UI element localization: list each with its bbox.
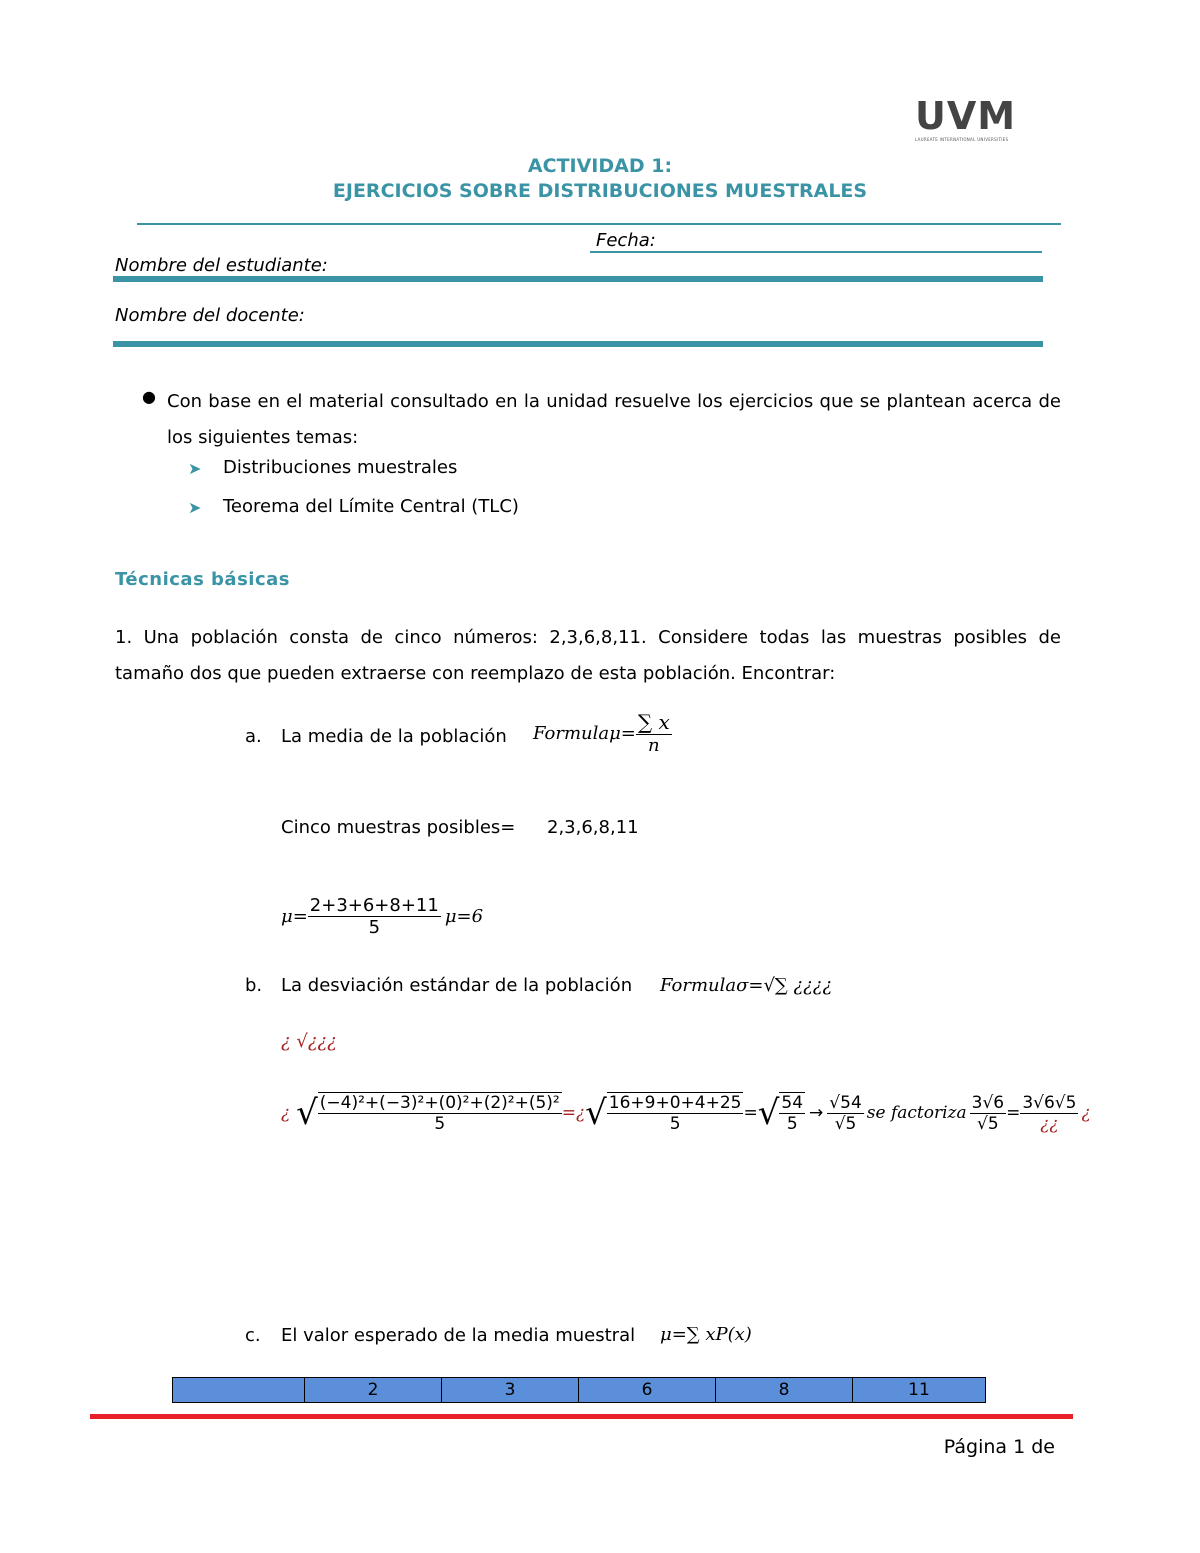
stddev-arrow: → — [809, 1103, 824, 1123]
stddev-num-4: √54 — [829, 1092, 862, 1113]
sqrt-icon: √ — [585, 1093, 607, 1133]
stddev-frac-2 — [607, 1092, 744, 1134]
teacher-label: Nombre del docente: — [115, 305, 305, 326]
stddev-num-1: (−4)²+(−3)²+(0)²+(2)²+(5)² — [319, 1093, 560, 1113]
table-cell — [173, 1378, 305, 1403]
stddev-frac-3 — [779, 1092, 805, 1134]
mean-result: μ=6 — [444, 905, 484, 927]
stddev-frac-6 — [1020, 1093, 1078, 1134]
fecha-field[interactable] — [590, 230, 1042, 253]
mean-formula-prefix: Formulaμ= — [533, 722, 636, 744]
stddev-den-4: √5 — [834, 1113, 857, 1134]
mean-formula-den: n — [648, 735, 660, 756]
activity-title: ACTIVIDAD 1: — [527, 155, 673, 177]
bullet-dot-icon: ● — [142, 387, 156, 406]
stddev-den-3: 5 — [786, 1114, 798, 1134]
problem-statement: 1. Una población consta de cinco números: 2,3,6,8,11. Considere todas las muestras posibles de tamaño dos que pueden extraerse con reemplazo de esta población. Encontrar: — [115, 627, 1061, 684]
samples-values: 2,3,6,8,11 — [547, 817, 639, 838]
expected-formula: μ=∑ xP(x) — [660, 1324, 752, 1345]
stddev-tail: ¿ — [1081, 1103, 1091, 1123]
mean-calculation — [281, 888, 483, 944]
sqrt-icon: √ — [757, 1093, 780, 1133]
stddev-eq-2: = — [743, 1103, 758, 1123]
values-table — [172, 1377, 986, 1403]
table-cell: 11 — [853, 1378, 986, 1403]
mean-formula — [533, 700, 672, 766]
item-c-label: El valor esperado de la media muestral — [281, 1325, 636, 1346]
stddev-frac-1 — [318, 1092, 562, 1134]
table-cell: 3 — [442, 1378, 579, 1403]
mean-calc-prefix: μ= — [281, 905, 308, 927]
stddev-line2: ¿ √¿¿¿ — [281, 1031, 337, 1052]
stddev-num-2: 16+9+0+4+25 — [608, 1093, 742, 1113]
item-a-label: La media de la población — [281, 726, 507, 747]
student-label: Nombre del estudiante: — [115, 255, 328, 276]
item-c-marker: c. — [245, 1325, 261, 1346]
fecha-label: Fecha: — [596, 230, 656, 251]
table-cell: 2 — [305, 1378, 442, 1403]
page-number: Página 1 de — [943, 1436, 1055, 1458]
stddev-den-6: ¿¿ — [1040, 1113, 1059, 1134]
student-field-line[interactable] — [113, 276, 1043, 282]
sqrt-icon: √ — [296, 1093, 318, 1133]
section-title: Técnicas básicas — [115, 569, 290, 590]
uvm-logo — [915, 96, 1040, 142]
instructions-text: Con base en el material consultado en la unidad resuelve los ejercicios que se plantean acerca de los siguientes temas: — [167, 391, 1061, 448]
stddev-num-6: 3√6√5 — [1022, 1092, 1077, 1113]
mean-formula-fraction — [636, 710, 672, 756]
table-row — [173, 1378, 986, 1403]
item-b-label: La desviación estándar de la población — [281, 975, 633, 996]
mean-calc-num: 2+3+6+8+11 — [309, 894, 439, 916]
arrow-bullet-icon: ➤ — [188, 459, 202, 478]
stddev-formula: Formulaσ=√∑ ¿¿¿¿ — [660, 975, 833, 996]
stddev-den-2: 5 — [669, 1114, 681, 1134]
stddev-factor-text: se factoriza — [866, 1103, 967, 1123]
logo-wordmark: UVM — [915, 94, 1017, 138]
item-a-marker: a. — [245, 726, 262, 747]
arrow-bullet-icon: ➤ — [188, 498, 202, 517]
mean-calc-den: 5 — [368, 916, 381, 938]
mean-formula-num: ∑ x — [637, 710, 670, 734]
stddev-frac-4 — [827, 1093, 863, 1134]
mean-calc-fraction — [308, 895, 441, 938]
stddev-calculation — [281, 1078, 1196, 1148]
title-divider — [137, 223, 1061, 225]
table-cell: 6 — [579, 1378, 716, 1403]
stddev-eq-5: = — [1006, 1103, 1021, 1123]
logo-tagline: LAUREATE INTERNATIONAL UNIVERSITIES — [915, 137, 1009, 142]
stddev-calc-prefix: ¿ — [281, 1103, 291, 1123]
item-b-marker: b. — [245, 975, 263, 996]
stddev-eq-1: =¿ — [561, 1103, 586, 1123]
stddev-den-5: √5 — [977, 1113, 999, 1134]
teacher-field-line[interactable] — [113, 341, 1043, 347]
topic-item: Distribuciones muestrales — [223, 457, 458, 478]
activity-subtitle: EJERCICIOS SOBRE DISTRIBUCIONES MUESTRALES — [332, 180, 868, 202]
samples-label: Cinco muestras posibles= — [281, 817, 516, 838]
stddev-frac-5 — [970, 1093, 1006, 1134]
footer-divider — [90, 1414, 1073, 1419]
stddev-num-5: 3√6 — [971, 1092, 1005, 1113]
table-cell: 8 — [716, 1378, 853, 1403]
stddev-num-3: 54 — [781, 1093, 804, 1113]
stddev-den-1: 5 — [434, 1114, 446, 1134]
topic-item: Teorema del Límite Central (TLC) — [223, 496, 519, 517]
